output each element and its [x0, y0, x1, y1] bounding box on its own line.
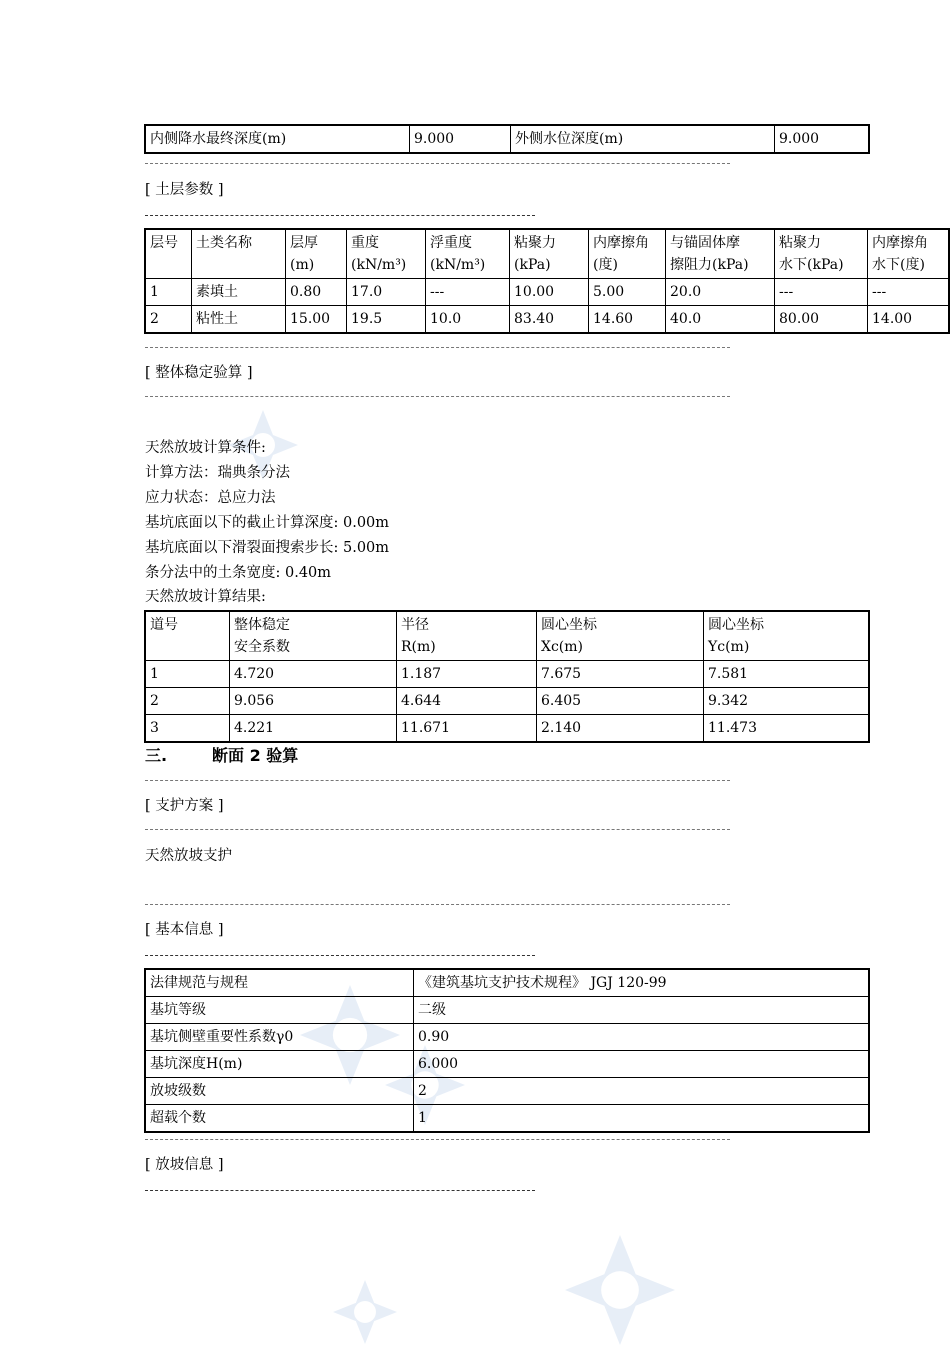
- cell: 基坑深度H(m): [145, 1051, 414, 1078]
- divider: [145, 904, 730, 905]
- cell: 5.00: [589, 279, 666, 306]
- label-inner-dewater-depth: 内侧降水最终深度(m): [145, 125, 410, 153]
- cell: 基坑侧壁重要性系数γ0: [145, 1024, 414, 1051]
- table-row: [145, 1078, 869, 1105]
- cell: 基坑等级: [145, 997, 414, 1024]
- header-cell: 粘聚力: [779, 235, 821, 251]
- basic-info-table: [144, 968, 870, 1133]
- support-text: 天然放坡支护: [145, 848, 232, 864]
- header-unit: (kPa): [514, 257, 551, 273]
- header-unit: 水下(kPa): [779, 257, 844, 273]
- table-row: [145, 1024, 869, 1051]
- slice-width-line: 条分法中的土条宽度: 0.40m: [145, 565, 332, 581]
- cell: 1: [145, 661, 230, 688]
- cell: 7.675: [537, 661, 704, 688]
- cell: 4.221: [230, 715, 397, 743]
- cell: 19.5: [347, 306, 426, 334]
- cell: 40.0: [666, 306, 775, 334]
- cell: 17.0: [347, 279, 426, 306]
- header-unit: (度): [593, 257, 618, 273]
- header-unit: 安全系数: [234, 639, 290, 655]
- header-cell: 内摩擦角: [593, 235, 649, 251]
- header-unit: (kN/m³): [351, 257, 407, 273]
- header-cell: 层号: [150, 235, 178, 251]
- cell: ---: [775, 279, 868, 306]
- water-level-table: [144, 124, 870, 154]
- divider: [145, 163, 730, 164]
- cell: 粘性土: [192, 306, 286, 334]
- calc-result-line: 天然放坡计算结果:: [145, 589, 266, 605]
- cell: 7.581: [704, 661, 870, 688]
- cell: 15.00: [286, 306, 347, 334]
- cell: 10.0: [426, 306, 510, 334]
- table-row: [145, 969, 869, 997]
- header-unit: Xc(m): [541, 639, 584, 655]
- cell: 11.473: [704, 715, 870, 743]
- cell: 素填土: [192, 279, 286, 306]
- header-cell: 层厚: [290, 235, 318, 251]
- cell: ---: [426, 279, 510, 306]
- divider: [145, 396, 730, 397]
- cell: 放坡级数: [145, 1078, 414, 1105]
- cell: 0.80: [286, 279, 347, 306]
- header-unit: 水下(度): [872, 257, 925, 273]
- table-row: [145, 1051, 869, 1078]
- header-cell: 内摩擦角: [872, 235, 928, 251]
- table-header-row: [145, 229, 949, 279]
- cell: 《建筑基坑支护技术规程》 JGJ 120-99: [414, 969, 870, 997]
- table-row: [145, 997, 869, 1024]
- section-heading: 断面 2 验算: [212, 746, 299, 765]
- cell: 超载个数: [145, 1105, 414, 1133]
- cell: 20.0: [666, 279, 775, 306]
- cell: 2.140: [537, 715, 704, 743]
- header-unit: R(m): [401, 639, 436, 655]
- cell: 法律规范与规程: [145, 969, 414, 997]
- cell: ---: [868, 279, 950, 306]
- cell: 80.00: [775, 306, 868, 334]
- table-row: [145, 1105, 869, 1133]
- label-outer-water-depth: 外侧水位深度(m): [511, 125, 775, 153]
- slope-info-title: [ 放坡信息 ]: [145, 1157, 224, 1173]
- soil-section-title: [ 土层参数 ]: [145, 182, 224, 198]
- cutoff-depth-line: 基坑底面以下的截止计算深度: 0.00m: [145, 515, 390, 531]
- cell: 11.671: [397, 715, 537, 743]
- watermark-icon: [565, 1235, 675, 1345]
- header-cell: 圆心坐标: [708, 617, 764, 633]
- cell: 10.00: [510, 279, 589, 306]
- header-cell: 道号: [150, 617, 178, 633]
- cell: 二级: [414, 997, 870, 1024]
- cell: 2: [145, 306, 192, 334]
- cell: 3: [145, 715, 230, 743]
- header-unit: (kN/m³): [430, 257, 486, 273]
- calc-method-line: 计算方法：瑞典条分法: [145, 465, 290, 481]
- value-outer-water-depth: 9.000: [775, 125, 870, 153]
- header-cell: 浮重度: [430, 235, 472, 251]
- header-cell: 半径: [401, 617, 429, 633]
- header-cell: 重度: [351, 235, 379, 251]
- basic-info-title: [ 基本信息 ]: [145, 922, 224, 938]
- cell: 9.342: [704, 688, 870, 715]
- divider: [145, 1139, 730, 1140]
- divider: [145, 780, 730, 781]
- cell: 6.405: [537, 688, 704, 715]
- cell: 2: [145, 688, 230, 715]
- soil-layer-table: [144, 228, 950, 334]
- value-inner-dewater-depth: 9.000: [410, 125, 511, 153]
- header-unit: Yc(m): [708, 639, 750, 655]
- cell: 2: [414, 1078, 870, 1105]
- stress-state-line: 应力状态：总应力法: [145, 490, 276, 506]
- cell: 6.000: [414, 1051, 870, 1078]
- cell: 9.056: [230, 688, 397, 715]
- support-section-title: [ 支护方案 ]: [145, 798, 224, 814]
- cell: 1: [414, 1105, 870, 1133]
- divider: [145, 955, 535, 956]
- divider: [145, 215, 535, 216]
- cell: 0.90: [414, 1024, 870, 1051]
- divider: [145, 1190, 535, 1191]
- cell: 4.644: [397, 688, 537, 715]
- table-row: [145, 279, 949, 306]
- cell: 14.60: [589, 306, 666, 334]
- header-cell: 整体稳定: [234, 617, 290, 633]
- header-cell: 圆心坐标: [541, 617, 597, 633]
- cell: 1: [145, 279, 192, 306]
- search-step-line: 基坑底面以下滑裂面搜索步长: 5.00m: [145, 540, 390, 556]
- divider: [145, 829, 730, 830]
- cell: 14.00: [868, 306, 950, 334]
- header-cell: 与锚固体摩: [670, 235, 740, 251]
- calc-condition-line: 天然放坡计算条件:: [145, 440, 266, 456]
- cell: 4.720: [230, 661, 397, 688]
- cell: 1.187: [397, 661, 537, 688]
- header-unit: (m): [290, 257, 315, 273]
- table-row: [145, 661, 869, 688]
- header-cell: 粘聚力: [514, 235, 556, 251]
- table-row: [145, 306, 949, 334]
- section-number: 三.: [145, 746, 168, 765]
- header-unit: 擦阻力(kPa): [670, 257, 749, 273]
- cell: 83.40: [510, 306, 589, 334]
- divider: [145, 347, 730, 348]
- table-row: [145, 715, 869, 743]
- table-header-row: [145, 611, 869, 661]
- watermark-icon: [330, 1280, 400, 1344]
- table-row: [145, 688, 869, 715]
- stability-result-table: [144, 610, 870, 743]
- stability-section-title: [ 整体稳定验算 ]: [145, 365, 253, 381]
- header-cell: 土类名称: [196, 235, 252, 251]
